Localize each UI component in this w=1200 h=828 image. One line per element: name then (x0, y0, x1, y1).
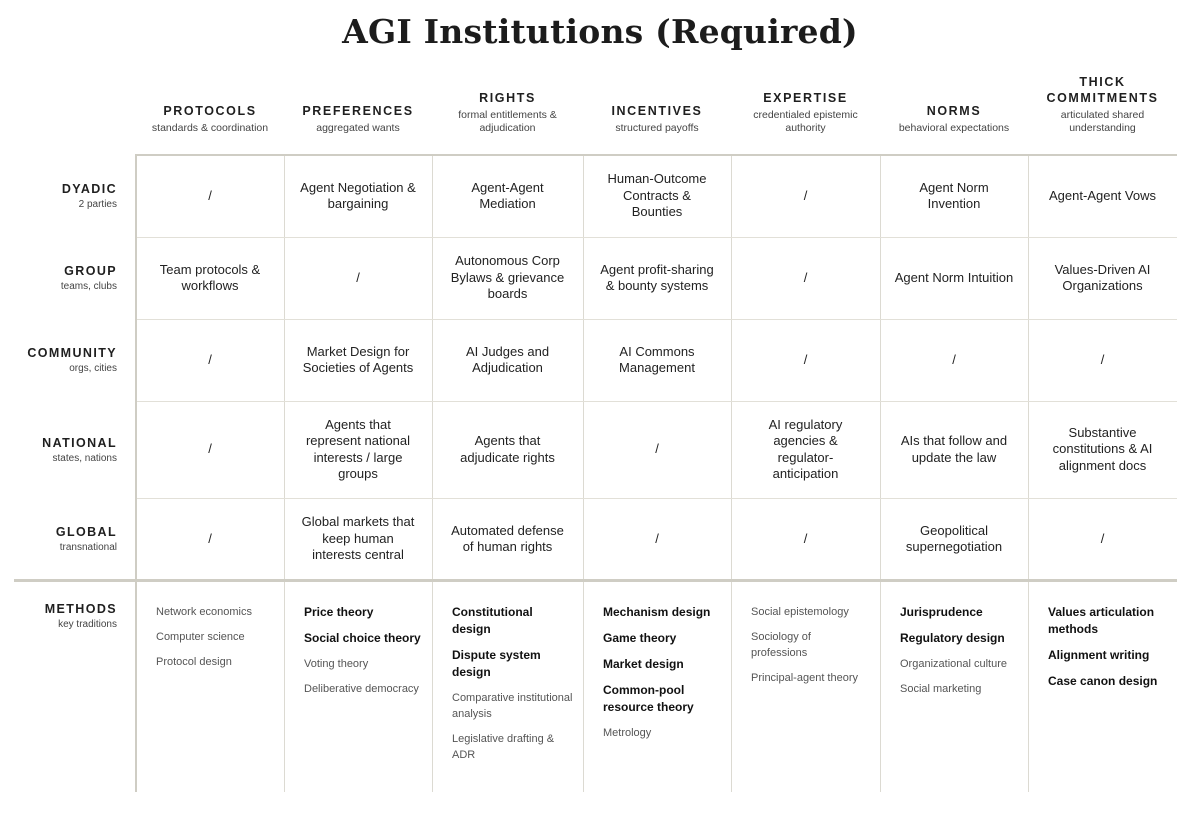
matrix-cell: / (208, 351, 212, 367)
matrix-cell: AI Commons Management (619, 343, 695, 375)
method-item: Organizational culture (900, 658, 1008, 670)
row-divider (136, 237, 1177, 238)
method-item: Price theory (304, 605, 374, 619)
row-divider (136, 401, 1177, 402)
column-subtitle: formal entitlements & adjudication (458, 109, 557, 134)
methods-cell (583, 604, 731, 750)
matrix-cell: Agent-Agent Mediation (471, 179, 544, 211)
column-name: PREFERENCES (302, 104, 414, 118)
column-name: THICK COMMITMENTS (1046, 75, 1159, 105)
column-subtitle: articulated shared understanding (1060, 109, 1145, 134)
matrix-cell: Market Design for Societies of Agents (302, 343, 414, 375)
row-subtitle: teams, clubs (60, 281, 117, 292)
header-rule (136, 154, 1177, 156)
method-item: Dispute system design (452, 648, 541, 679)
matrix-cell: / (803, 530, 808, 546)
row-subtitle: orgs, cities (69, 363, 117, 374)
matrix-cell: Global markets that keep human interests central (301, 514, 415, 563)
column-subtitle: aggregated wants (316, 122, 400, 134)
column-header (136, 60, 284, 154)
method-item: Deliberative democracy (304, 683, 419, 695)
page-title: AGI Institutions (Required) (342, 12, 858, 51)
method-item: Constitutional design (452, 605, 533, 636)
method-item: Sociology of professions (751, 631, 811, 659)
row-divider (136, 498, 1177, 499)
matrix-cell: / (803, 187, 808, 203)
method-item: Protocol design (156, 656, 232, 668)
row-subtitle: transnational (59, 542, 117, 553)
row-header (10, 319, 117, 401)
matrix-cell: AIs that follow and update the law (900, 433, 1008, 465)
column-name: PROTOCOLS (163, 104, 257, 118)
matrix-cell: / (356, 269, 360, 285)
column-header (731, 60, 880, 154)
row-header (10, 155, 117, 237)
row-name: NATIONAL (42, 435, 117, 450)
method-item: Common-pool resource theory (603, 683, 694, 714)
matrix-cell: Substantive constitutions & AI alignment docs (1052, 424, 1153, 473)
methods-cell (284, 604, 432, 706)
matrix-cell: / (1100, 530, 1105, 546)
column-name: NORMS (926, 104, 982, 118)
method-item: Game theory (603, 631, 677, 645)
column-name: RIGHTS (479, 91, 536, 105)
left-rule (135, 154, 137, 792)
column-name: EXPERTISE (763, 91, 848, 105)
column-divider (731, 155, 732, 792)
matrix-cell: Human-Outcome Contracts & Bounties (607, 171, 707, 220)
methods-subtitle: key traditions (58, 619, 117, 630)
method-item: Regulatory design (900, 631, 1005, 645)
method-item: Mechanism design (603, 605, 711, 619)
method-item: Social epistemology (751, 606, 849, 618)
method-item: Network economics (156, 606, 252, 618)
matrix-cell: / (803, 269, 808, 285)
row-name: COMMUNITY (27, 346, 117, 360)
matrix-cell: AI regulatory agencies & regulator-anticipation (768, 416, 843, 481)
method-item: Alignment writing (1048, 648, 1150, 662)
matrix-cell: AI Judges and Adjudication (465, 343, 550, 375)
matrix-cell: / (208, 187, 212, 203)
matrix-cell: / (655, 441, 659, 457)
methods-cell (1028, 604, 1177, 699)
methods-cell (731, 604, 880, 695)
row-subtitle: 2 parties (78, 199, 117, 210)
row-name: DYADIC (61, 182, 117, 196)
row-header (10, 401, 117, 498)
row-header (10, 498, 117, 580)
row-header (10, 237, 117, 319)
matrix-cell: Team protocols & workflows (159, 261, 261, 293)
matrix-cell: / (208, 441, 212, 457)
row-name: GLOBAL (55, 525, 117, 539)
matrix-cell: Agent Norm Invention (919, 179, 989, 211)
matrix-cell: Agents that represent national interests / large groups (305, 416, 411, 481)
methods-cell (880, 604, 1028, 706)
row-subtitle: states, nations (52, 452, 117, 464)
column-name: INCENTIVES (611, 104, 703, 118)
methods-name: METHODS (44, 602, 117, 616)
method-item: Social choice theory (304, 631, 421, 645)
row-name: GROUP (64, 264, 117, 278)
column-header (880, 60, 1028, 154)
method-item: Social marketing (900, 683, 982, 695)
method-item: Computer science (156, 631, 245, 643)
matrix-cell: Geopolitical supernegotiation (905, 522, 1003, 554)
matrix-cell: Autonomous Corp Bylaws & grievance boards (450, 253, 565, 302)
column-header (284, 60, 432, 154)
column-subtitle: structured payoffs (615, 122, 699, 134)
column-header (1028, 60, 1177, 154)
methods-cell (136, 604, 284, 679)
matrix-cell: / (952, 351, 956, 367)
method-item: Jurisprudence (900, 605, 983, 619)
column-header (432, 60, 583, 154)
matrix-cell: / (1100, 351, 1105, 367)
column-subtitle: behavioral expectations (898, 122, 1010, 134)
method-item: Case canon design (1048, 674, 1158, 688)
method-item: Voting theory (304, 658, 369, 670)
method-item: Principal-agent theory (751, 672, 859, 684)
methods-cell (432, 604, 583, 772)
matrix-cell: Agents that adjudicate rights (460, 433, 555, 465)
matrix-cell: Agent Norm Intuition (894, 269, 1014, 285)
methods-rule (14, 579, 1177, 582)
method-item: Values articulation methods (1048, 605, 1155, 636)
matrix-cell: / (208, 530, 212, 546)
matrix-cell: Agent Negotiation & bargaining (300, 179, 416, 211)
matrix-cell: Values-Driven AI Organizations (1054, 261, 1151, 293)
column-header (583, 60, 731, 154)
method-item: Market design (603, 657, 684, 671)
method-item: Metrology (603, 727, 652, 739)
matrix-cell: / (655, 530, 659, 546)
matrix-cell: Agent-Agent Vows (1049, 187, 1156, 203)
column-subtitle: standards & coordination (151, 122, 269, 134)
method-item: Legislative drafting & ADR (452, 733, 555, 761)
matrix-cell: / (803, 351, 808, 367)
methods-header (10, 601, 117, 641)
matrix-cell: Automated defense of human rights (451, 522, 564, 554)
column-subtitle: credentialed epistemic authority (753, 109, 858, 134)
matrix-cell: Agent profit-sharing & bounty systems (600, 261, 714, 293)
method-item: Comparative institutional analysis (452, 692, 573, 720)
row-divider (136, 319, 1177, 320)
